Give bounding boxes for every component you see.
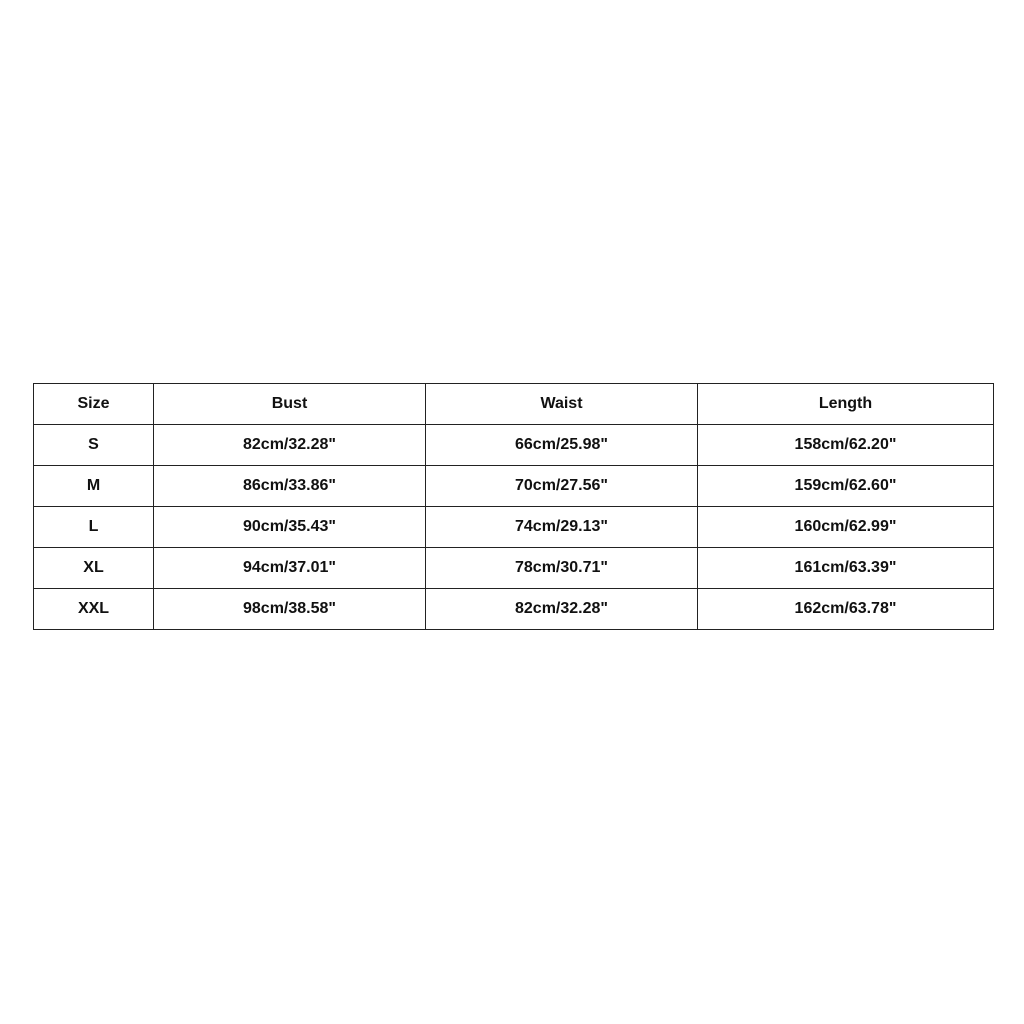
cell-size: M [34,466,154,507]
table-row [34,507,994,548]
cell-bust: 98cm/38.58" [154,589,426,630]
table-row [34,425,994,466]
cell-length: 161cm/63.39" [698,548,994,589]
header-size: Size [34,384,154,425]
cell-waist: 82cm/32.28" [426,589,698,630]
cell-length: 158cm/62.20" [698,425,994,466]
cell-size: XXL [34,589,154,630]
header-bust: Bust [154,384,426,425]
cell-size: L [34,507,154,548]
size-chart-table [33,383,994,630]
cell-bust: 82cm/32.28" [154,425,426,466]
table-row [34,466,994,507]
cell-size: S [34,425,154,466]
cell-length: 162cm/63.78" [698,589,994,630]
table-header-row [34,384,994,425]
cell-waist: 66cm/25.98" [426,425,698,466]
cell-waist: 74cm/29.13" [426,507,698,548]
table-row [34,589,994,630]
cell-length: 160cm/62.99" [698,507,994,548]
cell-size: XL [34,548,154,589]
cell-bust: 86cm/33.86" [154,466,426,507]
header-waist: Waist [426,384,698,425]
header-length: Length [698,384,994,425]
cell-waist: 78cm/30.71" [426,548,698,589]
cell-bust: 90cm/35.43" [154,507,426,548]
cell-waist: 70cm/27.56" [426,466,698,507]
table-row [34,548,994,589]
cell-bust: 94cm/37.01" [154,548,426,589]
cell-length: 159cm/62.60" [698,466,994,507]
